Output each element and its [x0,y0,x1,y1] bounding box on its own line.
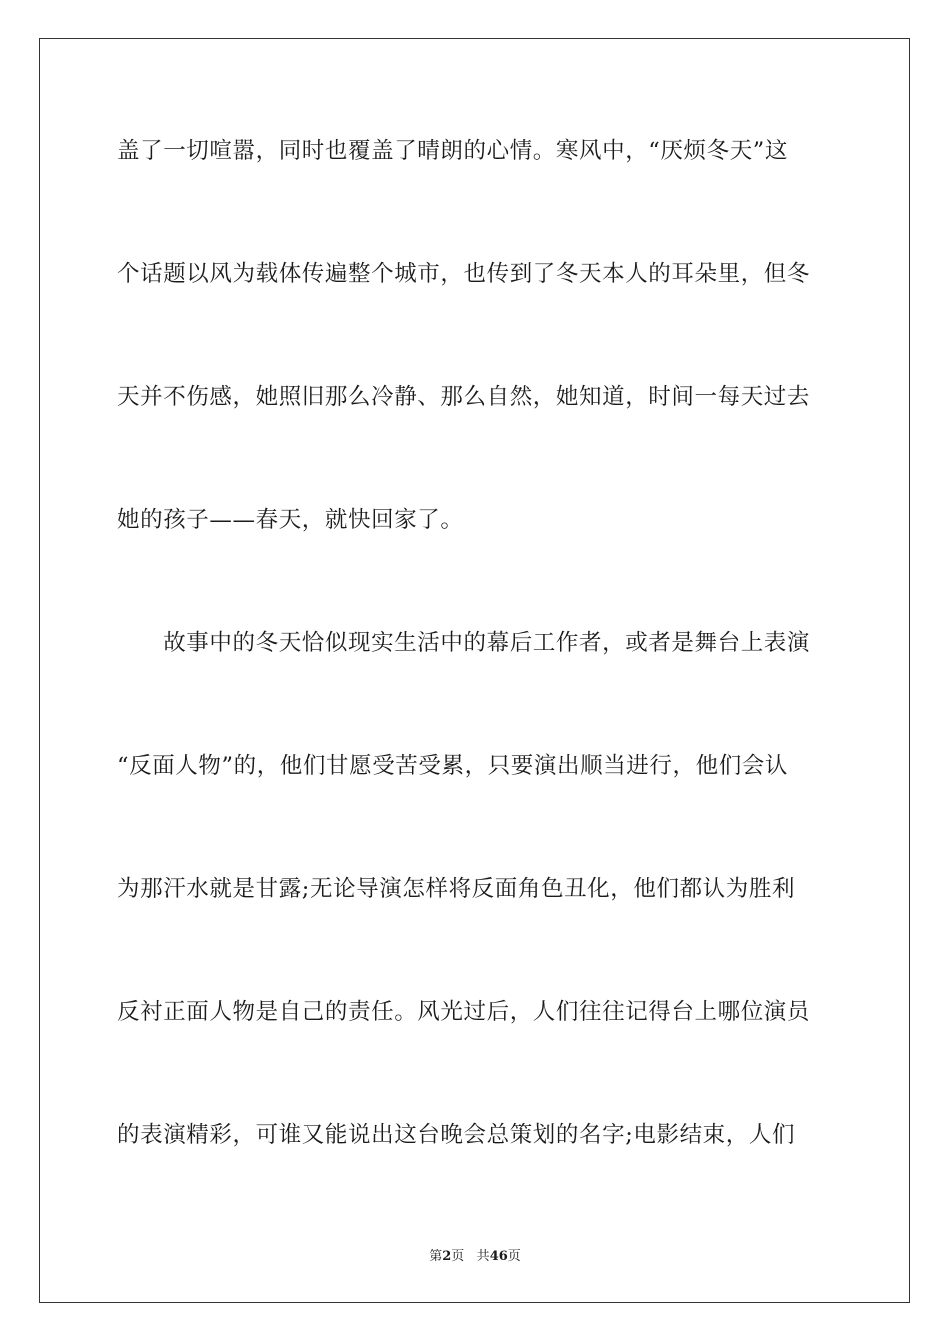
text-line: 盖了一切喧嚣，同时也覆盖了晴朗的心情。寒风中，“厌烦冬天”这 [117,138,789,164]
page-suffix: 页 [451,1249,465,1264]
text-line: 天并不伤感，她照旧那么冷静、那么自然，她知道，时间一每天过去 [117,384,811,410]
total-prefix: 共 [476,1249,490,1264]
text-line: 为那汗水就是甘露;无论导演怎样将反面角色丑化，他们都认为胜利 [117,876,796,902]
text-line: 反衬正面人物是自己的责任。风光过后，人们往往记得台上哪位演员 [117,999,811,1025]
page-footer [0,1245,950,1264]
text-line: 的表演精彩，可谁又能说出这台晚会总策划的名字;电影结束，人们 [117,1122,796,1148]
total-pages: 46 [489,1249,508,1264]
page-border [39,38,910,1303]
text-line: 个话题以风为载体传遍整个城市，也传到了冬天本人的耳朵里，但冬 [117,261,811,287]
text-line: “反面人物”的，他们甘愿受苦受累，只要演出顺当进行，他们会认 [117,753,789,779]
paragraph-first-line: 故事中的冬天恰似现实生活中的幕后工作者，或者是舞台上表演 [117,630,811,656]
page-prefix: 第 [429,1249,443,1264]
page-number: 2 [442,1249,452,1264]
text-line: 她的孩子——春天，就快回家了。 [117,507,464,533]
total-suffix: 页 [507,1249,521,1264]
